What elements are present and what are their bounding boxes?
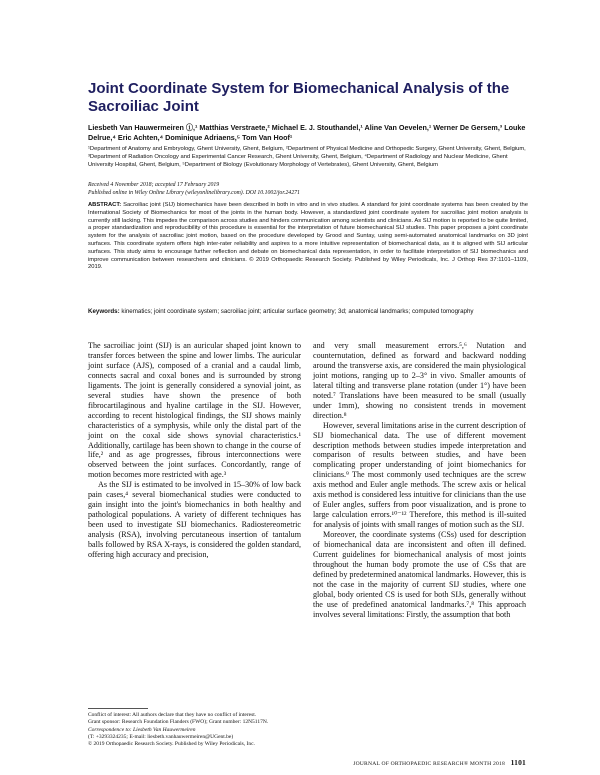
abstract-text: Sacroiliac joint (SIJ) biomechanics have been described in both in vitro and in vivo studies. A standard for joint coordinate systems has been created by the International Society of Biomechanics for most of the joints in the human body. However, a standardized joint coordinate system for sacroiliac joint motion analysis is currently still lacking. This impedes the comparison across studies and hinders communication among scientists and clinicians. As SIJ motion is reported to be quite limited, a proper standardization and reproducibility of this procedure is essential for the interpretation of future biomechanical SIJ studies. This paper proposes a joint coordinate system for the analysis of sacroiliac joint motion, based on the procedure developed by Grood and Suntay, using semi-automated anatomical landmarks on 3D joint surfaces. This coordinate system offers high inter-rater reliability and aspires to a more intuitive representation of biomechanical data, as it is aligned with SIJ articular surfaces. This study aims to encourage further reflection and debate on biomechanical data representation, in order to facilitate interpretation of SIJ biomechanics and improve communication between researchers and clinicians. © 2019 Orthopaedic Research Society. Published by Wiley Periodicals, Inc. J Orthop Res 37:1101–1109, 2019. <box>88 202 528 271</box>
body-column-left <box>88 341 301 560</box>
journal-name: JOURNAL OF ORTHOPAEDIC RESEARCH® MONTH 2018 <box>353 761 505 767</box>
body-paragraph: As the SIJ is estimated to be involved in 15–30% of low back pain cases,⁴ several biomechanical studies were conducted to gain insight into the joint's biomechanics in both healthy and pathological populations. A variety of different techniques has been used to investigate SIJ biomechanics. Radiostereometric analysis (RSA), involving percutaneous insertion of tantalum balls followed by RSA X-rays, is considered the golden standard, offering high accuracy and precision, <box>88 480 301 560</box>
copyright-notice: © 2019 Orthopaedic Research Society. Published by Wiley Periodicals, Inc. <box>88 741 255 748</box>
footnotes <box>88 712 301 748</box>
grant-sponsor: Grant sponsor: Research Foundation Flanders (FWO); Grant number: 12N5117N. <box>88 719 269 726</box>
body-column-right <box>313 341 526 620</box>
abstract <box>88 202 528 272</box>
author-list: Liesbeth Van Hauwermeiren ⓘ,¹ Matthias Verstraete,² Michael E. J. Stouthandel,¹ Aline Van Oevelen,¹ Werner De Gersem,³ Louke Delrue,⁴ Eric Achten,⁴ Dominique Adriaens,⁵ Tom Van Hoof¹ <box>88 123 526 142</box>
affiliations: ¹Department of Anatomy and Embryology, Ghent University, Ghent, Belgium, ²Department of Physical Medicine and Orthopedic Surgery, Ghent University, Ghent, Belgium, ³Department of Radiation Oncology and Experimental Cancer Research, Ghent University, Ghent, Belgium, ⁴Department of Radiology and Nuclear Medicine, Ghent University Hospital, Ghent, Belgium, ⁵Department of Biology (Evolutionary Morphology of Vertebrates), Ghent University, Ghent, Belgium <box>88 146 526 168</box>
keywords-label: Keywords: <box>88 308 120 315</box>
abstract-label: ABSTRACT: <box>88 202 122 208</box>
running-footer <box>313 758 526 767</box>
received-accepted-line: Received 4 November 2018; accepted 17 February 2019 <box>88 182 220 188</box>
publication-dates <box>88 181 528 197</box>
body-paragraph: and very small measurement errors.⁵,⁶ Nutation and counternutation, defined as forward and backward nodding around the transverse axis, are considered the main physiological joint motions, ranging up to 2–3° in vivo. Smaller amounts of lateral tilting and transverse plane rotation (under 1°) have been noted.⁷ Translations have been measured to be small (usually under 1mm), showing no consistent trends in movement direction.⁸ <box>313 341 526 420</box>
page-number: 1101 <box>510 758 526 767</box>
conflict-of-interest: Conflict of interest: All authors declare that they have no conflict of interest. <box>88 712 257 718</box>
published-online-line: Published online in Wiley Online Library (wileyonlinelibrary.com). DOI 10.1002/jor.24271 <box>88 190 300 196</box>
body-paragraph: The sacroiliac joint (SIJ) is an auricular shaped joint known to transfer forces between the spine and lower limbs. The auricular joint surface (AJS), composed of a cranial and a caudal limb, connects sacral and coxal bones and is surrounded by strong ligaments. The joint is generally considered a synovial joint, as several studies have shown the presence of both fibrocartilaginous and hyaline cartilage in the SIJ. However, according to recent histological findings, the SIJ shows mainly characteristics of a symphysis, while only the distal part of the joint on the coxal side shows synovial characteristics.¹ Additionally, cartilage has been shown to change in the course of life,² and as age progresses, fibrous interconnections were observed between the joint surfaces. Concordantly, range of motion becomes more restricted with age.³ <box>88 341 301 480</box>
article-title: Joint Coordinate System for Biomechanical Analysis of the Sacroiliac Joint <box>88 80 510 115</box>
correspondence: Correspondence to: Liesbeth Van Hauwermeiren <box>88 726 196 733</box>
body-paragraph: However, several limitations arise in the current description of SIJ biomechanical data. The use of different movement description methods between studies impede interpretation and comparison of results between studies, and have been complicating proper understanding of joint biomechanics for clinicians.⁹ The most commonly used techniques are the screw axis method and Euler angle methods. The screw axis or helical axis method is considered less intuitive for clinicians than the use of Euler angles, suffers from poor visualization, and is prone to large calculation errors.¹⁰⁻¹² Therefore, this method is ill-suited for analysis of joints with small ranges of motion such as the SIJ. <box>313 420 526 530</box>
footnote-divider <box>88 708 148 709</box>
body-paragraph: Moreover, the coordinate systems (CSs) used for description of biomechanical data are inconsistent and often ill defined. Current guidelines for biomechanical analysis of most joints throughout the human body promote the use of CSs that are defined by predetermined anatomical landmarks. However, this is not the case in the majority of current SIJ studies, where one global, body oriented CS is used for both SIJs, generally without the use of predefined anatomical landmarks.⁷,⁸ This approach involves several limitations: Firstly, the assumption that both <box>313 530 526 619</box>
keywords-text: kinematics; joint coordinate system; sacroiliac joint; articular surface geometry; 3d; anatomical landmarks; computed tomography <box>121 308 474 315</box>
contact-info: (T: +3293324235; E-mail: liesbeth.vanhauwermeiren@UGent.be) <box>88 733 234 740</box>
keywords <box>88 308 528 316</box>
